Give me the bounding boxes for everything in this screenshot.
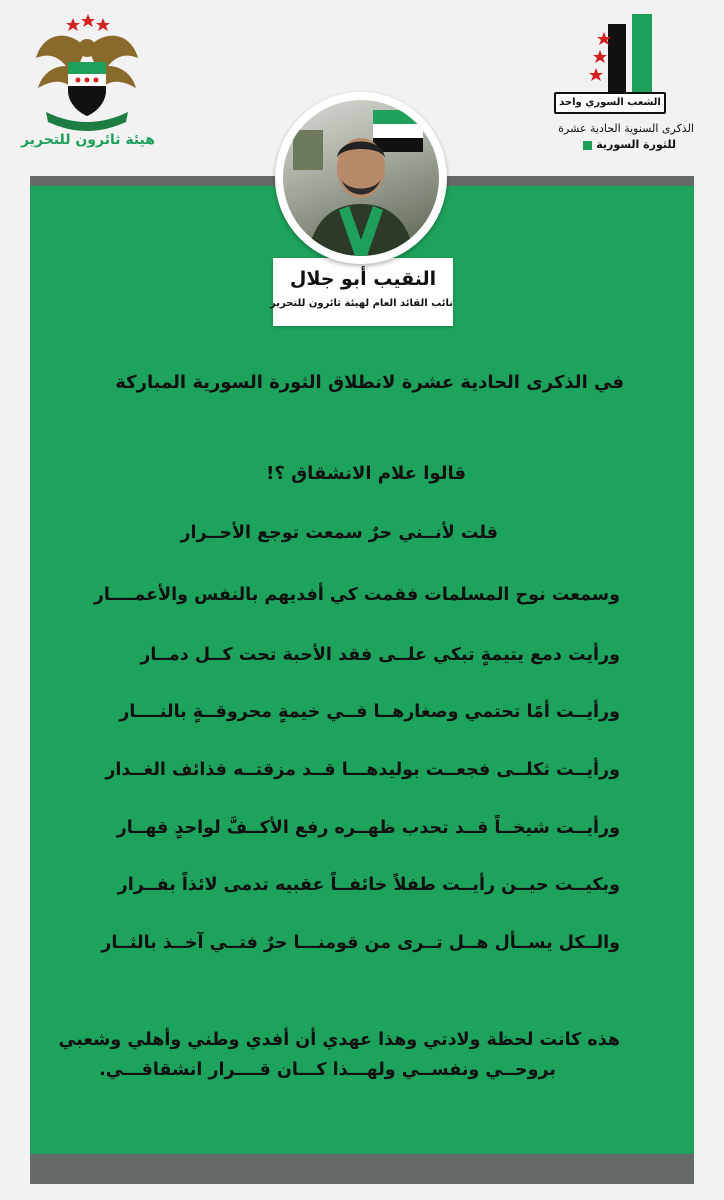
organization-name: هيئة ثائرون للتحرير [21,132,155,148]
anniversary-subtitle: للثورة السورية [583,138,676,151]
poem-line: قلت لأنــني حرٌ سمعت توجع الأحــرار [180,523,498,543]
portrait-image [283,100,439,256]
profile-name: النقيب أبو جلال [289,268,437,290]
content-panel [30,186,694,1154]
poem-line: والــكل يســأل هــل تــرى من قومنـــا حرٌ فتــي آخــذ بالثــار [101,933,620,953]
poem-line: وبكيــت حيــن رأيــت طفلاً خائفــاً عقبيه تدمى لائذاً بفــرار [117,875,620,895]
poem-line: ورأيــت أمًا تحتمي وصغارهــا فــي خيمةٍ محروقــةٍ بالنــــار [119,702,620,722]
statement-heading: في الذكرى الحادية عشرة لانطلاق الثورة السورية المباركة [115,372,624,393]
profile-photo [275,92,447,264]
poem-line: ورأيــت شيخــاً قــد تحدب ظهــره رفع الأكــفَّ لواحدٍ قهــار [116,818,620,838]
anniversary-title: الذكرى السنوية الحادية عشرة [558,122,694,135]
profile-role: نائب القائد العام لهيئة ثائرون للتحرير [270,298,453,309]
closing-line: هذه كانت لحظة ولادتي وهذا عهدي أن أفدي وطني وأهلي وشعبي [58,1030,620,1050]
panel-bottom-strip [30,1154,694,1184]
poem-line: ورأيت دمع يتيمةٍ تبكي علــى فقد الأحبة تحت كــل دمــار [140,645,620,665]
badge-slogan: الشعب السوري واحد [554,92,666,114]
poem-line: ورأيــت ثكلــى فجعــت بوليدهـــا قــد مزقتــه قذائف الغــدار [105,760,620,780]
closing-line: بروحــي ونفســي ولهـــذا كـــان قــــرار انشقاقـــي. [99,1060,556,1080]
poem-line: وسمعت نوح المسلمات فقمت كي أفديهم بالنفس والأعمــــار [93,585,620,605]
statement-question: قالوا علام الانشقاق ؟! [266,463,466,484]
